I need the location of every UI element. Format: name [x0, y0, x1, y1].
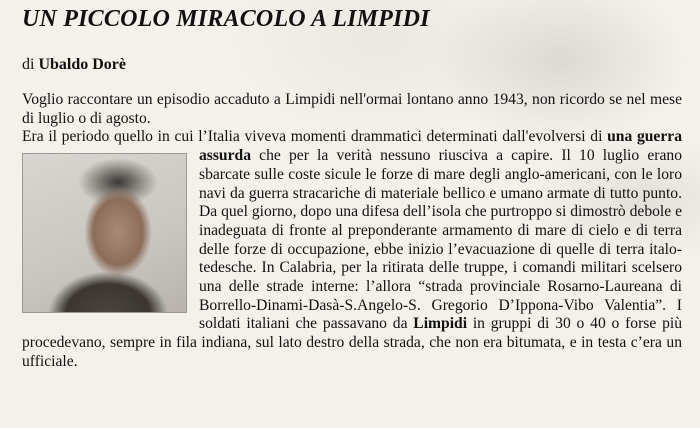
article-body	[22, 91, 682, 372]
byline-prefix: di	[22, 56, 35, 73]
author-photo	[22, 153, 187, 313]
paragraph-1: Voglio raccontare un episodio accaduto a Limpidi nell'ormai lontano anno 1943, non ricordo se nel mese di luglio o di agosto.	[22, 91, 682, 127]
byline	[22, 56, 126, 74]
paragraph-2-text-a: Era il periodo quello in cui l’Italia viveva momenti drammatici determinati dall'evolversi di	[22, 128, 603, 146]
emphasis-guerra-assurda: una guerra assurda	[199, 128, 682, 165]
author-name: Ubaldo Dorè	[38, 56, 127, 73]
paragraph-2-text-b: che per la verità nessuno riusciva a capire. Il 10 luglio erano sbarcate sulle coste sicule le forze di mare degli anglo-americani, con le loro navi da guerra stracariche di materiale bellico e umano armate di tutto punto. Da quel giorno, dopo una difesa dell’isola che purtroppo si dimostrò debole e inadeguata di fronte al preponderante armamento di mare di cielo e di terra delle forze di occupazione, ebbe inizio l’evacuazione di quelle di terra italo-tedesche. In Calabria, per la ritirata delle truppe, i comandi militari scelsero una delle strade interne: l’allora “strada provinciale Rosarno-Laureana di Borrello-Dinami-Dasà-S.Angelo-S. Gregorio D’Ippona-Vibo Valentia”. I soldati italiani che passavano da	[199, 147, 682, 333]
paragraph-2	[22, 128, 682, 371]
emphasis-limpidi: Limpidi	[413, 315, 468, 333]
paragraph-2-text-c: in gruppi di 30 o 40 o forse più procedevano, sempre in fila indiana, sul lato destro della strada, che non era bitumata, e in testa c’era un ufficiale.	[22, 315, 683, 370]
article-title: UN PICCOLO MIRACOLO A LIMPIDI	[22, 6, 430, 32]
